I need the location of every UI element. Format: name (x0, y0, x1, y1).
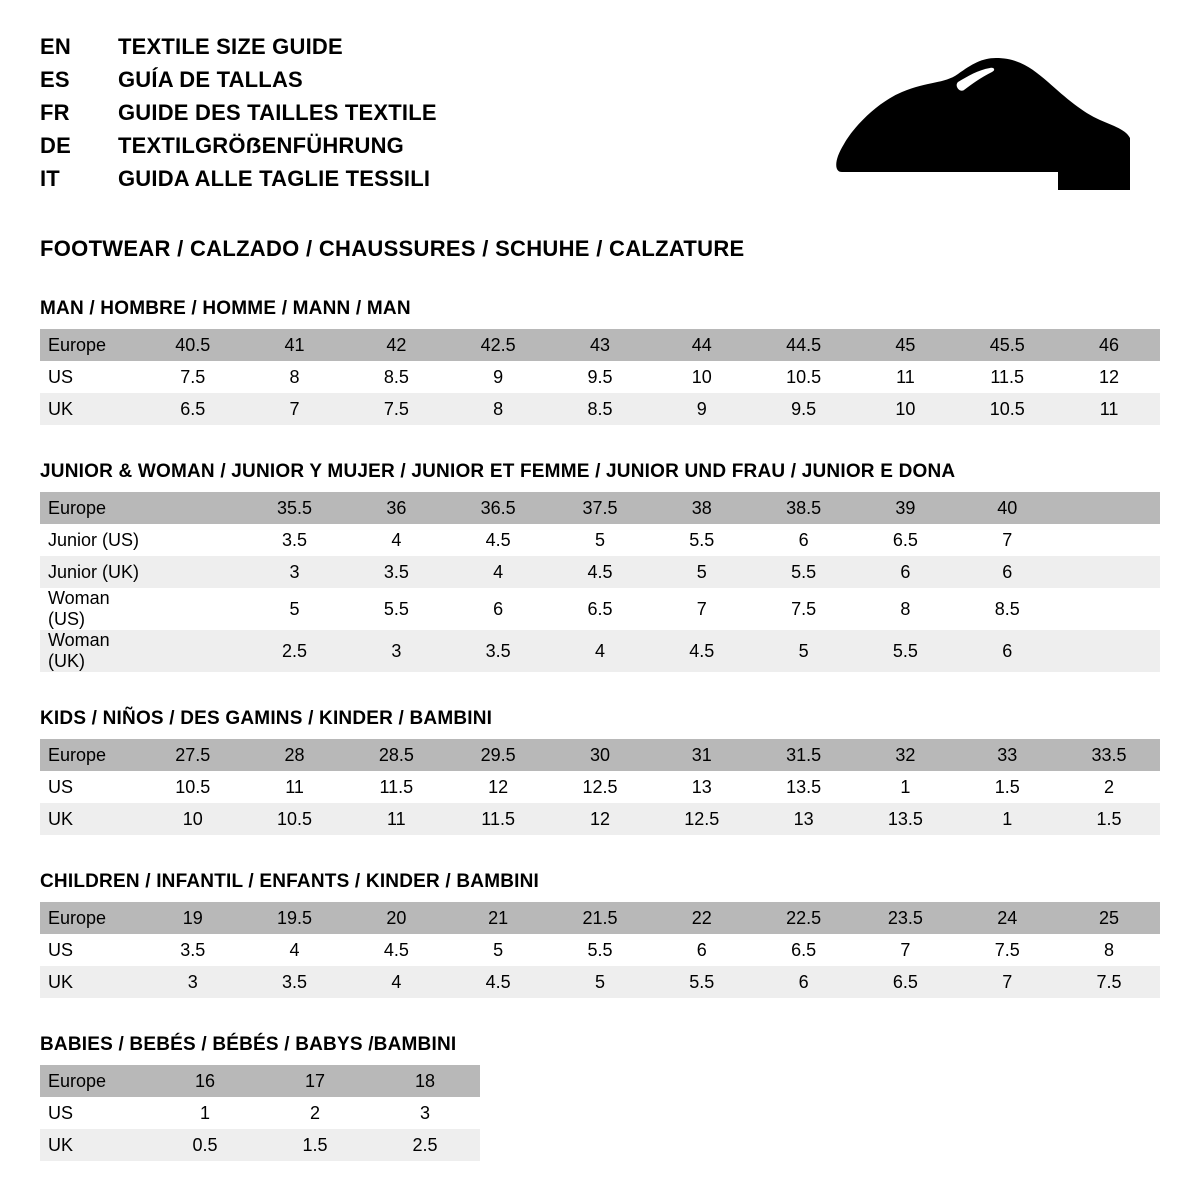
row-label: US (40, 934, 142, 966)
cell: 3.5 (244, 524, 346, 556)
cell: 5.5 (345, 588, 447, 630)
cell: 5.5 (651, 524, 753, 556)
cell: 9 (447, 361, 549, 393)
cell: 2 (260, 1097, 370, 1129)
language-code: EN (40, 34, 71, 59)
cell: 1 (855, 771, 957, 803)
row-label: Woman (UK) (40, 630, 142, 672)
cell: 8 (1058, 934, 1160, 966)
row-label: US (40, 771, 142, 803)
section-babies (40, 1034, 1160, 1161)
cell (1058, 524, 1160, 556)
cell: 10 (855, 393, 957, 425)
page-header (40, 34, 1160, 214)
cell: 6.5 (142, 393, 244, 425)
cell (1058, 588, 1160, 630)
cell: 6 (753, 966, 855, 998)
table-row (40, 556, 1160, 588)
language-code: DE (40, 133, 71, 158)
cell: 7.5 (142, 361, 244, 393)
cell: 6 (956, 630, 1058, 672)
cell (142, 556, 244, 588)
table-row (40, 902, 1160, 934)
cell: 2 (1058, 771, 1160, 803)
cell: 21.5 (549, 902, 651, 934)
cell: 5 (549, 966, 651, 998)
table-row (40, 934, 1160, 966)
cell: 10.5 (956, 393, 1058, 425)
cell: 6.5 (549, 588, 651, 630)
row-label: UK (40, 393, 142, 425)
row-label: UK (40, 966, 142, 998)
cell: 11.5 (956, 361, 1058, 393)
size-table-children (40, 902, 1160, 998)
cell: 5 (549, 524, 651, 556)
cell: 10.5 (753, 361, 855, 393)
cell: 5 (447, 934, 549, 966)
cell: 10.5 (142, 771, 244, 803)
cell: 7 (956, 524, 1058, 556)
cell: 1.5 (260, 1129, 370, 1161)
cell: 7 (651, 588, 753, 630)
cell: 13 (651, 771, 753, 803)
category-title: FOOTWEAR / CALZADO / CHAUSSURES / SCHUHE / CALZATURE (40, 236, 745, 261)
cell: 8.5 (956, 588, 1058, 630)
language-code: ES (40, 67, 70, 92)
cell: 4.5 (651, 630, 753, 672)
table-row (40, 361, 1160, 393)
cell: 5.5 (753, 556, 855, 588)
cell: 8 (244, 361, 346, 393)
cell: 7 (956, 966, 1058, 998)
section-title: KIDS / NIÑOS / DES GAMINS / KINDER / BAMBINI (40, 708, 493, 729)
cell: 36.5 (447, 492, 549, 524)
cell: 11 (1058, 393, 1160, 425)
cell: 45.5 (956, 329, 1058, 361)
row-label: US (40, 1097, 150, 1129)
language-title: GUIDA ALLE TAGLIE TESSILI (118, 166, 431, 191)
cell: 4 (244, 934, 346, 966)
cell: 32 (855, 739, 957, 771)
cell: 4 (345, 524, 447, 556)
cell: 39 (855, 492, 957, 524)
cell: 1.5 (1058, 803, 1160, 835)
cell: 6 (855, 556, 957, 588)
cell: 11 (345, 803, 447, 835)
cell: 31 (651, 739, 753, 771)
row-label: Junior (UK) (40, 556, 142, 588)
cell: 40 (956, 492, 1058, 524)
cell: 21 (447, 902, 549, 934)
row-label: Europe (40, 492, 142, 524)
table-row (40, 524, 1160, 556)
language-code: IT (40, 166, 60, 191)
size-table-man (40, 329, 1160, 425)
cell: 4.5 (345, 934, 447, 966)
cell: 9.5 (753, 393, 855, 425)
cell (142, 492, 244, 524)
size-table-junior-woman (40, 492, 1160, 672)
cell: 6.5 (855, 966, 957, 998)
cell: 27.5 (142, 739, 244, 771)
language-title: GUIDE DES TAILLES TEXTILE (118, 100, 437, 125)
cell: 31.5 (753, 739, 855, 771)
cell: 4.5 (549, 556, 651, 588)
row-label: Junior (US) (40, 524, 142, 556)
cell: 28 (244, 739, 346, 771)
table-row (40, 492, 1160, 524)
table-row (40, 1129, 480, 1161)
section-kids (40, 708, 1160, 835)
cell: 8.5 (345, 361, 447, 393)
cell: 3.5 (447, 630, 549, 672)
cell: 33 (956, 739, 1058, 771)
cell: 13 (753, 803, 855, 835)
cell: 5.5 (855, 630, 957, 672)
cell: 7.5 (956, 934, 1058, 966)
cell: 9 (651, 393, 753, 425)
cell: 3.5 (345, 556, 447, 588)
section-title: BABIES / BEBÉS / BÉBÉS / BABYS /BAMBINI (40, 1034, 457, 1055)
cell: 30 (549, 739, 651, 771)
language-title: TEXTILE SIZE GUIDE (118, 34, 343, 59)
cell: 11.5 (345, 771, 447, 803)
cell: 41 (244, 329, 346, 361)
cell: 22 (651, 902, 753, 934)
size-table-kids (40, 739, 1160, 835)
row-label: US (40, 361, 142, 393)
cell: 33.5 (1058, 739, 1160, 771)
section-title: CHILDREN / INFANTIL / ENFANTS / KINDER / BAMBINI (40, 871, 540, 892)
table-row (40, 966, 1160, 998)
cell: 1 (150, 1097, 260, 1129)
cell: 6.5 (753, 934, 855, 966)
cell: 28.5 (345, 739, 447, 771)
language-code: FR (40, 100, 70, 125)
cell: 44.5 (753, 329, 855, 361)
cell: 2.5 (370, 1129, 480, 1161)
table-row (40, 329, 1160, 361)
cell: 37.5 (549, 492, 651, 524)
cell: 5 (753, 630, 855, 672)
cell: 38.5 (753, 492, 855, 524)
cell: 5.5 (651, 966, 753, 998)
cell: 0.5 (150, 1129, 260, 1161)
cell: 7.5 (1058, 966, 1160, 998)
cell: 35.5 (244, 492, 346, 524)
row-label: UK (40, 803, 142, 835)
section-title: JUNIOR & WOMAN / JUNIOR Y MUJER / JUNIOR ET FEMME / JUNIOR UND FRAU / JUNIOR E DONA (40, 461, 956, 482)
cell: 6 (447, 588, 549, 630)
cell: 7.5 (345, 393, 447, 425)
cell: 11 (244, 771, 346, 803)
row-label: Europe (40, 1065, 150, 1097)
cell: 6.5 (855, 524, 957, 556)
cell: 12 (549, 803, 651, 835)
cell: 13.5 (753, 771, 855, 803)
cell: 5.5 (549, 934, 651, 966)
cell: 4 (447, 556, 549, 588)
section-man (40, 298, 1160, 425)
table-row (40, 803, 1160, 835)
row-label: Europe (40, 902, 142, 934)
cell: 11 (855, 361, 957, 393)
cell: 11.5 (447, 803, 549, 835)
cell: 1.5 (956, 771, 1058, 803)
cell: 3 (370, 1097, 480, 1129)
cell (142, 588, 244, 630)
language-title: TEXTILGRÖẞENFÜHRUNG (118, 133, 404, 158)
cell: 19 (142, 902, 244, 934)
cell: 42 (345, 329, 447, 361)
cell: 16 (150, 1065, 260, 1097)
table-row (40, 1097, 480, 1129)
cell: 10 (651, 361, 753, 393)
cell: 5 (244, 588, 346, 630)
size-table-babies (40, 1065, 480, 1161)
cell (1058, 630, 1160, 672)
row-label: Europe (40, 739, 142, 771)
cell: 2.5 (244, 630, 346, 672)
cell: 42.5 (447, 329, 549, 361)
cell: 36 (345, 492, 447, 524)
cell: 5 (651, 556, 753, 588)
cell: 29.5 (447, 739, 549, 771)
cell: 6 (956, 556, 1058, 588)
cell: 46 (1058, 329, 1160, 361)
table-row (40, 393, 1160, 425)
cell (1058, 556, 1160, 588)
cell: 7 (244, 393, 346, 425)
cell: 22.5 (753, 902, 855, 934)
cell (142, 630, 244, 672)
cell: 9.5 (549, 361, 651, 393)
row-label: UK (40, 1129, 150, 1161)
cell: 43 (549, 329, 651, 361)
cell: 12 (447, 771, 549, 803)
cell: 4.5 (447, 524, 549, 556)
cell: 25 (1058, 902, 1160, 934)
cell: 19.5 (244, 902, 346, 934)
cell: 24 (956, 902, 1058, 934)
cell: 13.5 (855, 803, 957, 835)
cell (1058, 492, 1160, 524)
cell: 8.5 (549, 393, 651, 425)
cell: 17 (260, 1065, 370, 1097)
section-children (40, 871, 1160, 998)
table-row (40, 771, 1160, 803)
cell: 7.5 (753, 588, 855, 630)
cell: 45 (855, 329, 957, 361)
cell: 18 (370, 1065, 480, 1097)
table-row (40, 739, 1160, 771)
dress-shoe-icon (782, 56, 1132, 196)
table-row (40, 588, 1160, 630)
cell: 38 (651, 492, 753, 524)
cell: 12.5 (549, 771, 651, 803)
cell: 10.5 (244, 803, 346, 835)
cell: 10 (142, 803, 244, 835)
cell: 3.5 (244, 966, 346, 998)
language-title: GUÍA DE TALLAS (118, 67, 303, 92)
cell: 8 (855, 588, 957, 630)
cell: 8 (447, 393, 549, 425)
table-row (40, 630, 1160, 672)
cell: 44 (651, 329, 753, 361)
cell: 4 (345, 966, 447, 998)
cell: 3 (345, 630, 447, 672)
cell: 4.5 (447, 966, 549, 998)
cell: 6 (651, 934, 753, 966)
cell: 12 (1058, 361, 1160, 393)
cell: 6 (753, 524, 855, 556)
cell: 1 (956, 803, 1058, 835)
table-row (40, 1065, 480, 1097)
cell: 7 (855, 934, 957, 966)
cell (142, 524, 244, 556)
cell: 23.5 (855, 902, 957, 934)
cell: 20 (345, 902, 447, 934)
cell: 3 (142, 966, 244, 998)
cell: 40.5 (142, 329, 244, 361)
cell: 3 (244, 556, 346, 588)
row-label: Europe (40, 329, 142, 361)
section-junior-woman (40, 461, 1160, 672)
section-title: MAN / HOMBRE / HOMME / MANN / MAN (40, 298, 411, 319)
cell: 4 (549, 630, 651, 672)
row-label: Woman (US) (40, 588, 142, 630)
cell: 12.5 (651, 803, 753, 835)
cell: 3.5 (142, 934, 244, 966)
